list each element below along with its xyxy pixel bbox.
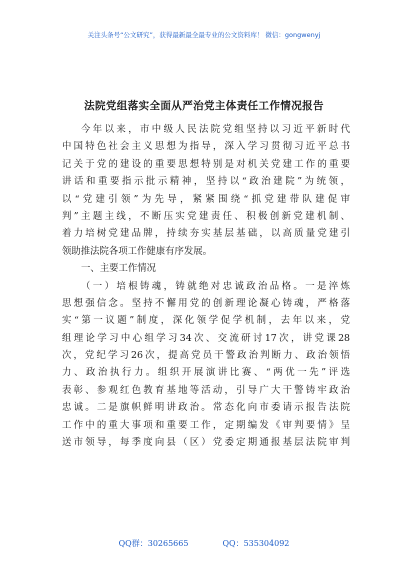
paragraph-line: 以“党建引领”为先导，紧紧围绕“抓党建带队建促审 (62, 193, 350, 205)
footer-contact (0, 538, 408, 549)
qq-number: QQ：535304092 (222, 539, 290, 548)
qq-group-number: QQ群：30265665 (118, 539, 189, 548)
document-title: 法院党组落实全面从严治党主体责任工作情况报告 (84, 100, 324, 112)
section-heading: 一、主要工作情况 (81, 263, 157, 275)
paragraph-line: 中国特色社会主义思想为指导，深入学习贯彻习近平总书 (62, 141, 350, 153)
paragraph-line: 次，党纪学习26次，提高党员干警政治判断力、政治领悟 (62, 350, 350, 362)
paragraph-line: 领助推法院各项工作健康有序发展。 (62, 245, 213, 257)
top-banner: 关注头条号“公文研究”，获得最新最全最专业的公文资料库！ 微信：gongwenyj (87, 31, 321, 39)
paragraph-line: 工作中的重大事项和重要工作，定期编发《审判要情》呈 (62, 419, 350, 431)
paragraph-line: 表彰、参观红色教育基地等活动，引导广大干警铸牢政治 (62, 384, 350, 396)
paragraph-line: 判”主题主线，不断压实党建责任、积极创新党建机制、 (62, 210, 350, 222)
paragraph-line: 思想强信念。坚持不懈用党的创新理论凝心铸魂，严格落 (62, 297, 350, 309)
paragraph-line: 忠诚。二是旗帜鲜明讲政治。常态化向市委请示报告法院 (62, 402, 350, 414)
paragraph-line: （一）培根铸魂，铸就绝对忠诚政治品格。一是淬炼 (81, 280, 350, 292)
paragraph-line: 送市领导，每季度向县（区）党委定期通报基层法院审判 (62, 437, 350, 449)
document-body (62, 121, 350, 451)
paragraph-line: 着力培树党建品牌，持续夯实基层基础，以高质量党建引 (62, 228, 350, 240)
paragraph-line: 实“第一议题”制度，深化领学促学机制，去年以来，党 (62, 315, 350, 327)
paragraph-line: 今年以来，市中级人民法院党组坚持以习近平新时代 (81, 124, 350, 135)
paragraph-line: 组理论学习中心组学习34次、交流研讨17次，讲党课28 (62, 332, 350, 344)
paragraph-line: 力、政治执行力。组织开展演讲比赛、“两优一先”评选 (62, 367, 350, 379)
paragraph-line: 记关于党的建设的重要思想特别是对机关党建工作的重要 (62, 158, 350, 170)
paragraph-line: 讲话和重要指示批示精神，坚持以“政治建院”为统领， (62, 176, 350, 188)
